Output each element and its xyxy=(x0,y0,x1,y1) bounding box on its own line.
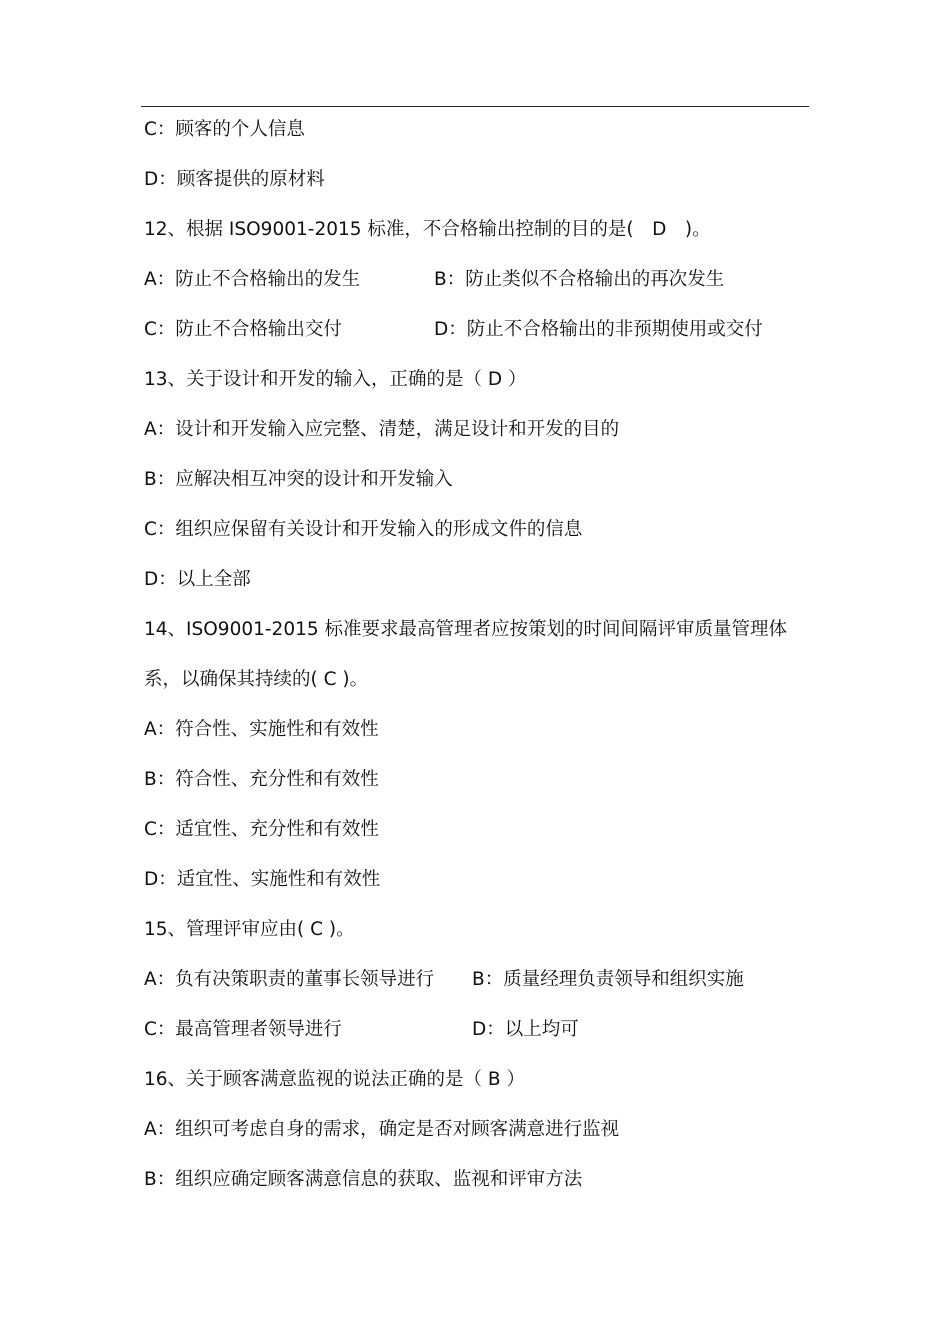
question-14: 14、ISO9001-2015 标准要求最高管理者应按策划的时间间隔评审质量管理体 xyxy=(144,619,788,640)
option-b-q12: B：防止类似不合格输出的再次发生 xyxy=(434,269,725,290)
option-d-q14: D：适宜性、实施性和有效性 xyxy=(144,869,381,890)
option-a-q12: A：防止不合格输出的发生 xyxy=(144,269,361,290)
question-16: 16、关于顾客满意监视的说法正确的是（ B ） xyxy=(144,1069,525,1090)
question-15: 15、管理评审应由( C )。 xyxy=(144,919,355,940)
header-rule xyxy=(141,106,809,107)
option-d-q15: D：以上均可 xyxy=(472,1019,579,1040)
option-d-q11: D：顾客提供的原材料 xyxy=(144,169,325,190)
option-b-q15: B：质量经理负责领导和组织实施 xyxy=(472,969,744,990)
option-a-q16: A：组织可考虑自身的需求，确定是否对顾客满意进行监视 xyxy=(144,1119,620,1140)
option-c-q15: C：最高管理者领导进行 xyxy=(144,1019,342,1040)
option-c-q12: C：防止不合格输出交付 xyxy=(144,319,342,340)
option-a-q14: A：符合性、实施性和有效性 xyxy=(144,719,379,740)
option-a-q15: A：负有决策职责的董事长领导进行 xyxy=(144,969,435,990)
option-d-q13: D：以上全部 xyxy=(144,569,251,590)
option-d-q12: D：防止不合格输出的非预期使用或交付 xyxy=(434,319,763,340)
option-c-q13: C：组织应保留有关设计和开发输入的形成文件的信息 xyxy=(144,519,583,540)
option-b-q13: B：应解决相互冲突的设计和开发输入 xyxy=(144,469,453,490)
option-a-q13: A：设计和开发输入应完整、清楚，满足设计和开发的目的 xyxy=(144,419,620,440)
option-c-q11: C：顾客的个人信息 xyxy=(144,119,305,140)
question-12: 12、根据 ISO9001-2015 标准，不合格输出控制的目的是( D )。 xyxy=(144,219,711,240)
option-c-q14: C：适宜性、充分性和有效性 xyxy=(144,819,379,840)
option-b-q16: B：组织应确定顾客满意信息的获取、监视和评审方法 xyxy=(144,1169,583,1190)
question-14-cont: 系，以确保其持续的( C )。 xyxy=(144,669,369,690)
option-b-q14: B：符合性、充分性和有效性 xyxy=(144,769,379,790)
question-13: 13、关于设计和开发的输入，正确的是（ D ） xyxy=(144,369,527,390)
